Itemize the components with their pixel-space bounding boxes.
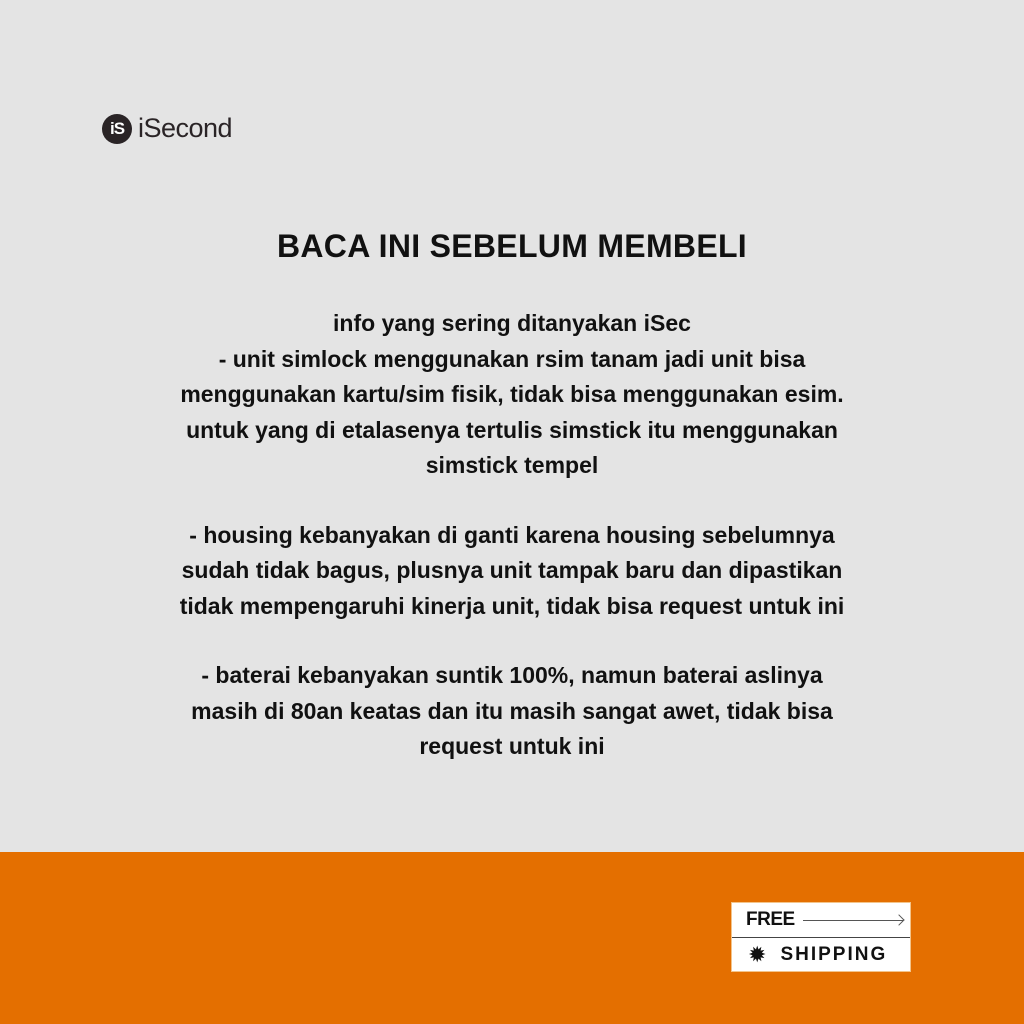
line: sudah tidak bagus, plusnya unit tampak baru dan dipastikan xyxy=(181,557,843,583)
line: simstick tempel xyxy=(425,452,599,478)
line: request untuk ini xyxy=(419,733,605,759)
badge-free-text: FREE xyxy=(746,909,795,930)
arrow-right-icon xyxy=(803,920,903,921)
logo-mark-icon: iS xyxy=(102,114,132,144)
starburst-icon: ✹ xyxy=(748,942,767,967)
free-shipping-badge xyxy=(731,902,911,972)
line: - unit simlock menggunakan rsim tanam jadi unit bisa xyxy=(218,345,806,372)
line: info yang sering ditanyakan iSec xyxy=(333,310,691,336)
logo-text: iSecond xyxy=(138,113,233,143)
line: menggunakan kartu/sim fisik, tidak bisa menggunakan esim. xyxy=(180,381,844,407)
line: untuk yang di etalasenya tertulis simstick itu menggunakan xyxy=(186,416,838,443)
line: - housing kebanyakan di ganti karena housing sebelumnya xyxy=(189,521,835,548)
info-body xyxy=(0,306,1024,765)
badge-shipping-text: SHIPPING xyxy=(780,944,888,965)
line: - baterai kebanyakan suntik 100%, namun baterai aslinya xyxy=(201,662,823,688)
logo xyxy=(102,113,232,144)
page-title: BACA INI SEBELUM MEMBELI xyxy=(276,228,747,264)
line: masih di 80an keatas dan itu masih sangat awet, tidak bisa xyxy=(191,697,833,724)
line: tidak mempengaruhi kinerja unit, tidak bisa request untuk ini xyxy=(179,592,845,619)
